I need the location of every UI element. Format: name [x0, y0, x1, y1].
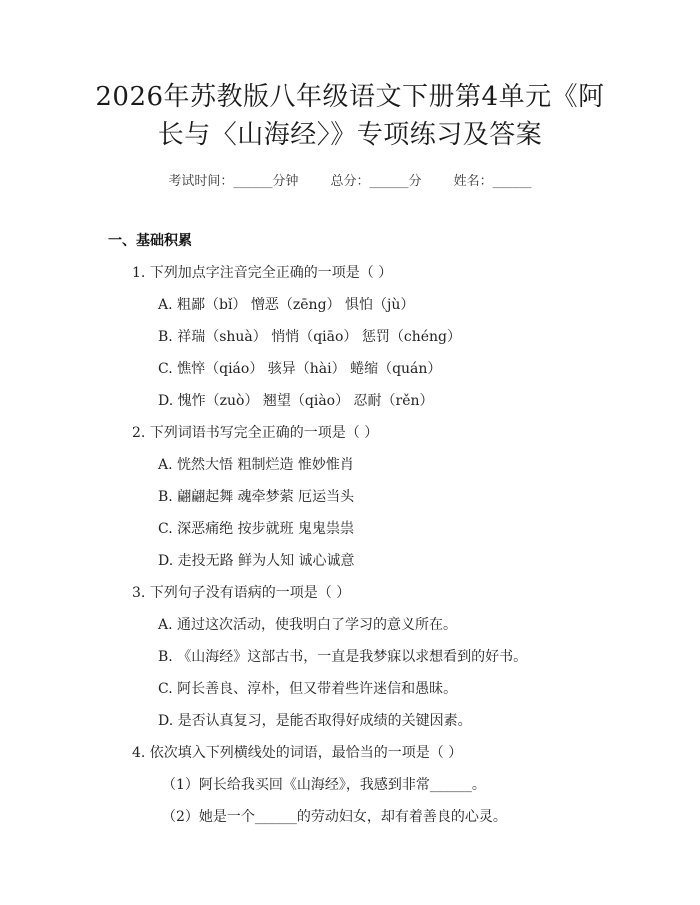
option-c: C. 阿长善良、淳朴，但又带着些许迷信和愚昧。	[158, 681, 458, 697]
option-c: C. 憔悴（qiáo） 骇异（hài） 蜷缩（quán）	[158, 361, 442, 377]
exam-time-field: 考试时间：______分钟	[168, 174, 299, 189]
fill-blank-item-1: （1）阿长给我买回《山海经》，我感到非常______。	[162, 777, 486, 793]
section-heading: 一、基础积累	[108, 233, 192, 249]
option-a: A. 粗鄙（bǐ） 憎恶（zēng） 惧怕（jù）	[158, 297, 415, 313]
option-a: A. 通过这次活动，使我明白了学习的意义所在。	[158, 617, 458, 633]
option-d: D. 愧怍（zuò） 翘望（qiào） 忍耐（rěn）	[158, 393, 434, 409]
option-a: A. 恍然大悟 粗制烂造 惟妙惟肖	[158, 457, 354, 473]
exam-score-field: 总分：______分	[330, 174, 422, 189]
question-stem: 3. 下列句子没有语病的一项是（ ）	[132, 585, 351, 601]
option-b: B. 翩翩起舞 魂牵梦萦 厄运当头	[158, 489, 355, 505]
title-line-2: 长与〈山海经〉》专项练习及答案	[157, 120, 543, 150]
question-stem: 2. 下列词语书写完全正确的一项是（ ）	[132, 425, 379, 441]
option-b: B. 祥瑞（shuà） 悄悄（qiāo） 惩罚（chéng）	[158, 329, 461, 345]
option-b: B. 《山海经》这部古书，一直是我梦寐以求想看到的好书。	[158, 649, 528, 665]
exam-meta	[0, 170, 700, 189]
fill-blank-item-2: （2）她是一个______的劳动妇女，却有着善良的心灵。	[162, 809, 507, 825]
title-line-1: 2026年苏教版八年级语文下册第4单元《阿	[95, 82, 605, 112]
option-d: D. 是否认真复习，是能否取得好成绩的关键因素。	[158, 713, 472, 729]
question-stem: 1. 下列加点字注音完全正确的一项是（ ）	[132, 265, 393, 281]
student-name-field: 姓名：______	[453, 174, 532, 189]
question-stem: 4. 依次填入下列横线处的词语，最恰当的一项是（ ）	[132, 745, 463, 761]
option-c: C. 深恶痛绝 按步就班 鬼鬼祟祟	[158, 521, 355, 537]
document-title	[80, 78, 620, 154]
option-d: D. 走投无路 鲜为人知 诚心诚意	[158, 553, 355, 569]
